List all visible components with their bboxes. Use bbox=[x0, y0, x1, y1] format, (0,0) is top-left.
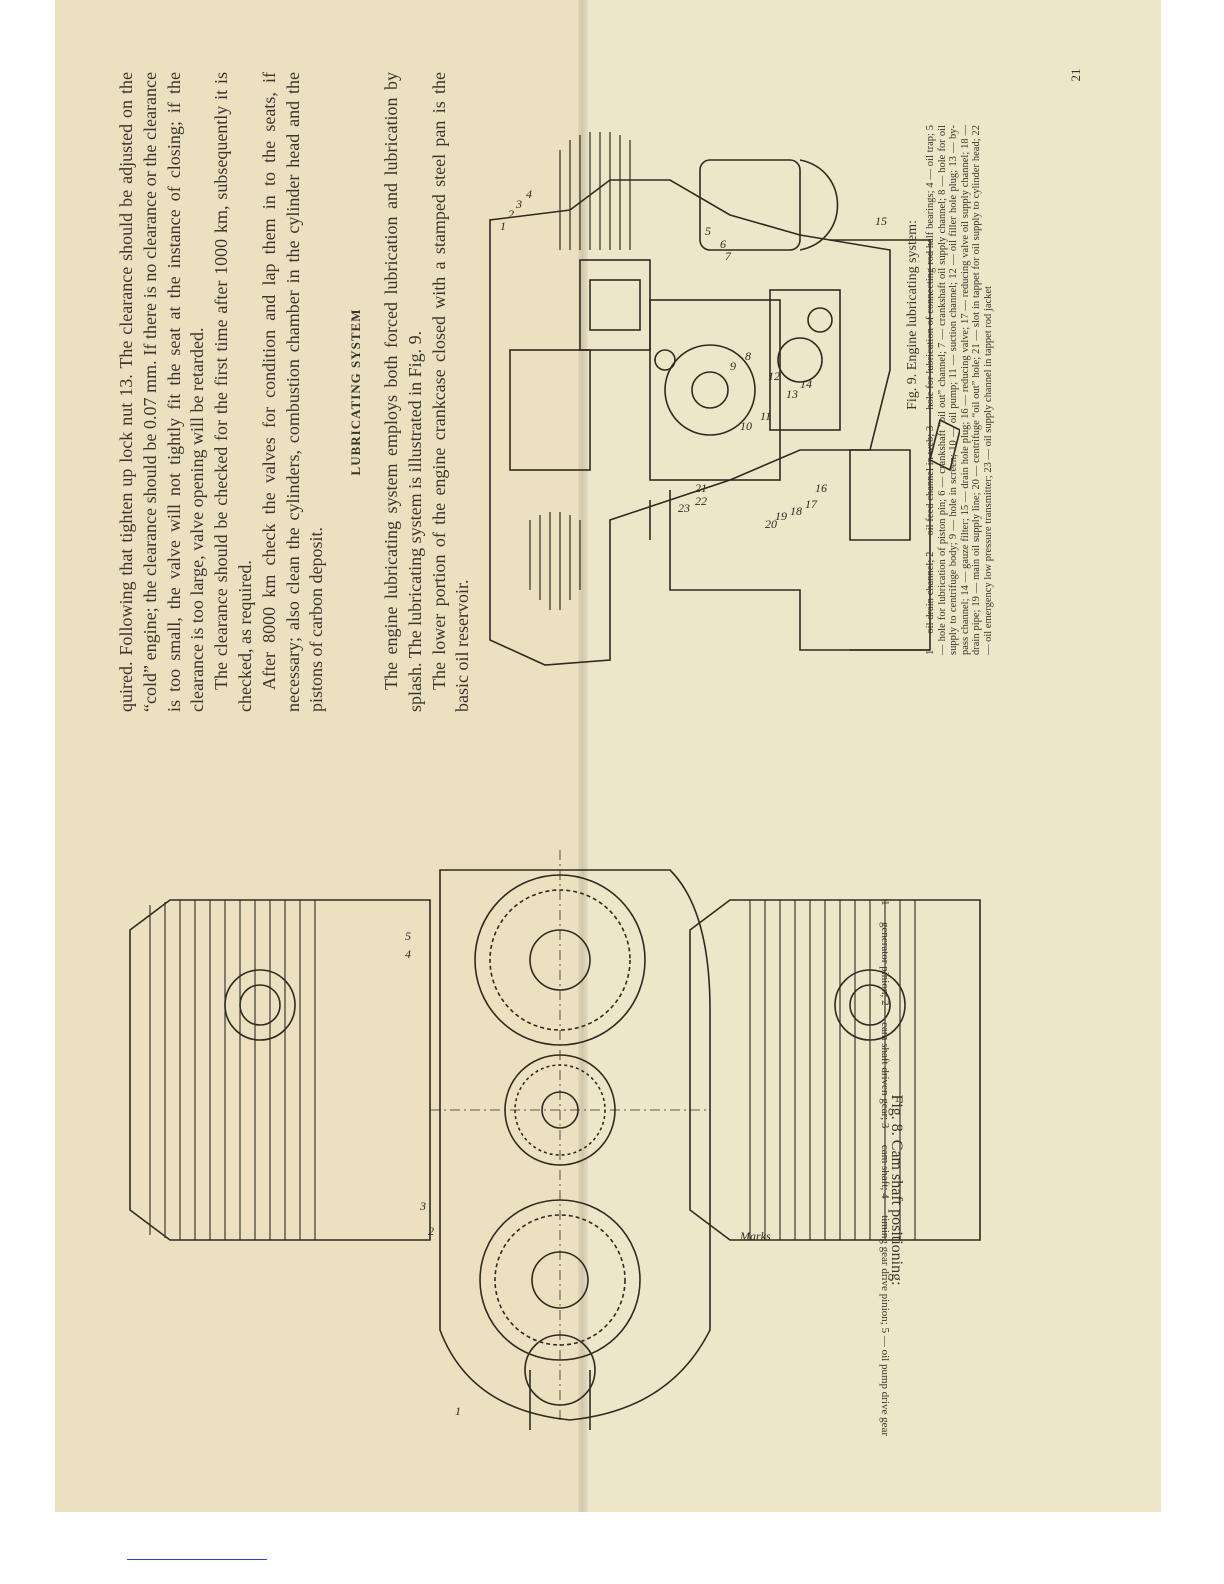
fig9-callout-15: 15 bbox=[875, 214, 887, 228]
paragraph-4: The engine lubricating system employs both forced lubrication and lubrication by splash. The lubricating system is illustrated in Fig. 9. bbox=[380, 72, 425, 712]
section-heading: LUBRICATING SYSTEM bbox=[348, 308, 364, 476]
fig9-legend: 1 — oil drain channel; 2 — oil feed channel in web; 3 — hole for lubrication of connecting rod half bearings; 4 — oil trap; 5 — hole for lubrication of piston pin; 6 — crankshaft “oil out” channel; 7 — crankshaft oil supply channel; 8 — hole for oil supply to centrifuge body; 9 — hole in screen; 10 — oil pump; 11 — suction channel; 12 — oil filler hole plug; 13 — by-pass channel; 14 — gauze filter; 15 — drain hole plug; 16 — reducing valve; 17 — reducing valve oil supply channel; 18 — drain pipe; 19 — main oil supply line; 20 — centrifuge “oil out” hole; 21 — slot in tappet for oil supply to cylinder head; 22 — oil emergency low pressure transmitter; 23 — oil supply channel in tappet rod jacket bbox=[925, 125, 994, 655]
fig9-callout-2: 2 bbox=[508, 207, 514, 221]
fig9-callout-7: 7 bbox=[725, 249, 731, 263]
fig9-callout-12: 12 bbox=[768, 369, 780, 383]
fig8-caption: Fig. 8. Cam shaft positioning: bbox=[888, 1094, 905, 1286]
fig9-callout-3: 3 bbox=[516, 197, 522, 211]
fig8-callout-3: 3 bbox=[420, 1199, 426, 1213]
fig8-callout-2: 2 bbox=[428, 1224, 434, 1238]
fig9-callout-14: 14 bbox=[800, 377, 812, 391]
fig9-callout-5: 5 bbox=[705, 224, 711, 238]
fig9-callout-11: 11 bbox=[760, 409, 772, 423]
fig9-callout-4: 4 bbox=[526, 187, 532, 201]
paragraph-5: The lower portion of the engine crankcase closed with a stamped steel pan is the basic oil reservoir. bbox=[428, 72, 473, 712]
page-number: 21 bbox=[1068, 68, 1083, 82]
paragraph-1: quired. Following that tighten up lock nut 13. The clearance should be adjusted on the “cold” engine; the clearance should be 0.07 mm. If there is no clearance or the clearance is too small, the valve will not tightly fit the seat at the instance of closing; if the clearance is too large, valve opening will be retarded. bbox=[116, 72, 208, 712]
fig9-callout-20: 20 bbox=[765, 517, 777, 531]
fig9-callout-22: 22 bbox=[695, 494, 707, 508]
fig9-caption: Fig. 9. Engine lubricating system: bbox=[905, 220, 920, 410]
scan-margin bbox=[0, 1512, 1224, 1584]
fig8-callout-4: 4 bbox=[405, 947, 411, 961]
fig8-marks-label: Marks bbox=[740, 1229, 771, 1243]
fig9-callout-1: 1 bbox=[500, 219, 506, 233]
fig9-callout-8: 8 bbox=[745, 349, 751, 363]
fig9-callout-16: 16 bbox=[815, 481, 827, 495]
fig8-callout-1: 1 bbox=[455, 1404, 461, 1418]
fig9-callout-23: 23 bbox=[678, 501, 690, 515]
fig9-callout-17: 17 bbox=[805, 497, 817, 511]
fig9-lubrication-diagram bbox=[470, 120, 960, 680]
paragraph-2: The clearance should be checked for the first time after 1000 km, subsequently it is checked, as required. bbox=[211, 72, 255, 712]
fig9-callout-13: 13 bbox=[786, 387, 798, 401]
fig8-callout-5: 5 bbox=[405, 929, 411, 943]
fig9-callout-10: 10 bbox=[740, 419, 752, 433]
fig9-callout-9: 9 bbox=[730, 359, 736, 373]
scan-blue-rule bbox=[127, 1559, 267, 1560]
fig9-callout-6: 6 bbox=[720, 237, 726, 251]
body-text-column bbox=[115, 72, 473, 712]
fig9-callout-18: 18 bbox=[790, 504, 802, 518]
paragraph-3: After 8000 km check the valves for condition and lap them in to the seats, if necessary; also clean the cylinders, combustion chamber in the cylinder head and the pistons of carbon deposit. bbox=[258, 72, 327, 712]
fig9-callout-21: 21 bbox=[695, 481, 707, 495]
fig8-legend: 1 — generator pinion; 2 — cam shaft driven gear; 3 — cam shaft; 4 — timing gear drive pinion; 5 — oil pump drive gear bbox=[879, 899, 891, 1437]
fig9-callout-19: 19 bbox=[775, 509, 787, 523]
